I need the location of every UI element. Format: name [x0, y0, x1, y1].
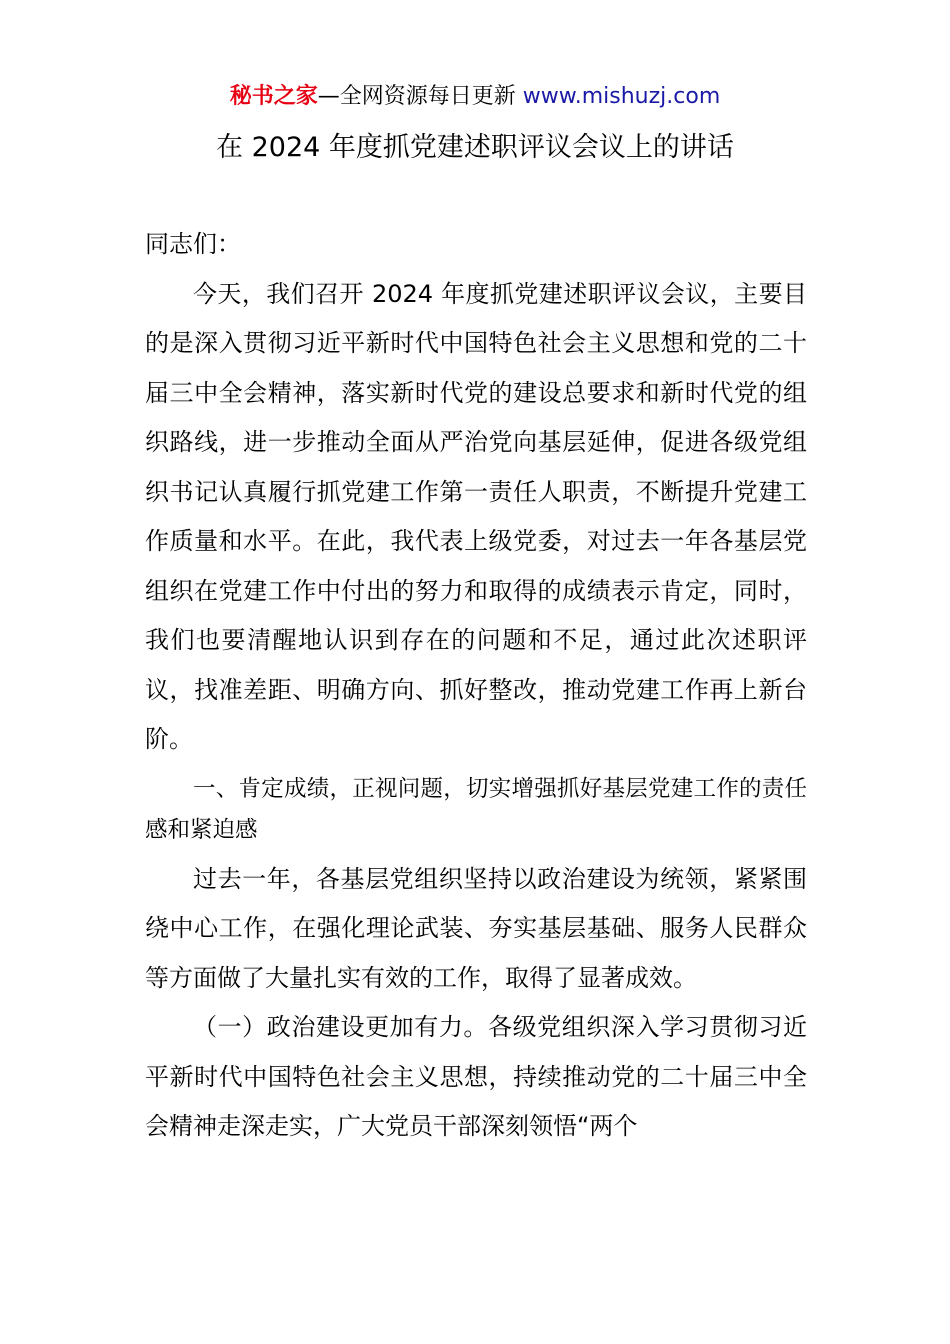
document-title: 在 2024 年度抓党建述职评议会议上的讲话 [216, 132, 734, 163]
header-tagline: —全网资源每日更新 [317, 84, 523, 109]
body-paragraph: 过去一年，各基层党组织坚持以政治建设为统领，紧紧围绕中心工作，在强化理论武装、夯实基层基础、服务人民群众等方面做了大量扎实有效的工作，取得了显著成效。 [145, 864, 807, 992]
brand-name: 秘书之家 [229, 84, 318, 109]
site-header [0, 82, 950, 112]
body-paragraph: 今天，我们召开 2024 年度抓党建述职评议会议，主要目的是深入贯彻习近平新时代中国特色社会主义思想和党的二十届三中全会精神，落实新时代党的建设总要求和新时代党的组织路线，进一步推动全面从严治党向基层延伸，促进各级党组织书记认真履行抓党建工作第一责任人职责，不断提升党建工作质量和水平。在此，我代表上级党委，对过去一年各基层党组织在党建工作中付出的努力和取得的成绩表示肯定，同时，我们也要清醒地认识到存在的问题和不足，通过此次述职评议，找准差距、明确方向、抓好整改，推动党建工作再上新台阶。 [145, 279, 807, 753]
body-paragraph: （一）政治建设更加有力。各级党组织深入学习贯彻习近平新时代中国特色社会主义思想，持续推动党的二十届三中全会精神走深走实，广大党员干部深刻领悟“两个 [145, 1013, 807, 1140]
site-url-link[interactable]: www.mishuzj.com [522, 84, 721, 109]
document-body [145, 220, 807, 1152]
salutation: 同志们： [145, 230, 241, 258]
section-heading: 一、肯定成绩，正视问题，切实增强抓好基层党建工作的责任感和紧迫感 [145, 775, 807, 843]
